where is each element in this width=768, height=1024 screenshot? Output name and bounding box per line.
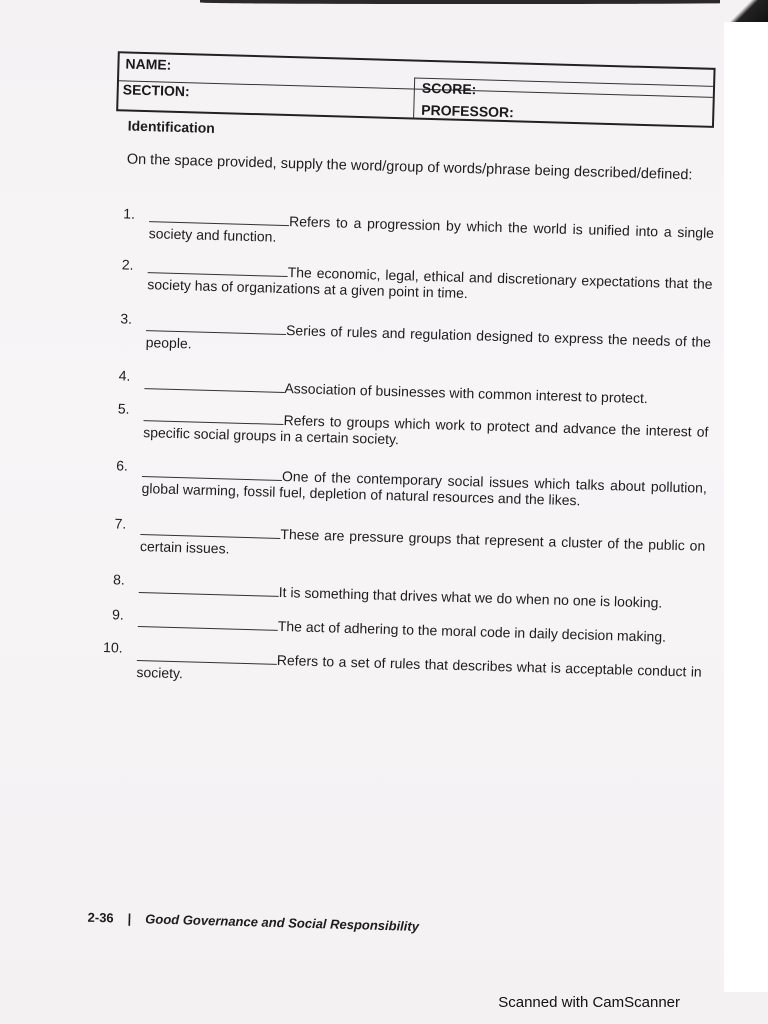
item-text — [144, 376, 709, 408]
item-definition: These are pressure groups that represent a cluster of the public on certain issues. — [139, 525, 706, 557]
item-text — [143, 408, 709, 456]
item-number: 10. — [102, 639, 123, 656]
camscanner-watermark: Scanned with CamScanner — [498, 994, 680, 1011]
page-footer — [87, 910, 419, 934]
name-label: NAME: — [125, 55, 172, 73]
table-divider — [413, 78, 415, 118]
footer-separator: | — [127, 910, 132, 926]
professor-label: PROFESSOR: — [421, 101, 515, 121]
item-text — [147, 260, 713, 308]
answer-blank[interactable] — [138, 615, 278, 631]
item-number: 6. — [116, 457, 129, 474]
item-number: 4. — [118, 367, 131, 384]
answer-blank[interactable] — [146, 319, 286, 335]
item-definition: Refers to a set of rules that describes what is acceptable conduct in society. — [136, 651, 702, 682]
item-definition: Association of businesses with common interest to protect. — [284, 380, 648, 407]
item-number: 1. — [123, 205, 136, 222]
answer-blank[interactable] — [140, 523, 280, 539]
page-right-margin — [724, 22, 768, 992]
item-number: 5. — [117, 400, 130, 417]
item-number: 7. — [114, 515, 127, 532]
item-text — [138, 614, 703, 646]
section-label: SECTION: — [122, 81, 190, 100]
instructions: On the space provided, supply the word/group of words/phrase being described/defined: — [126, 151, 693, 184]
item-number: 2. — [121, 256, 134, 273]
item-definition: The act of adhering to the moral code in daily decision making. — [277, 617, 667, 645]
item-text — [145, 318, 711, 366]
answer-blank[interactable] — [144, 377, 284, 393]
section-title: Identification — [127, 117, 216, 136]
item-text — [141, 464, 707, 512]
student-info-table — [116, 51, 715, 128]
item-text — [136, 648, 702, 696]
item-text — [149, 209, 715, 257]
answer-blank[interactable] — [137, 649, 277, 665]
item-definition: Series of rules and regulation designed to express the needs of the people. — [145, 322, 712, 352]
item-definition: The economic, legal, ethical and discretionary expectations that the society has of organizations at a given point in time. — [147, 264, 713, 302]
page-corner-shadow — [720, 0, 768, 22]
item-definition: Refers to groups which work to protect and advance the interest of specific social groups in a certain society. — [142, 411, 709, 448]
item-text — [139, 580, 704, 612]
item-definition: One of the contemporary social issues which talks about pollution, global warming, fossil fuel, depletion of natural resources and the likes. — [141, 467, 708, 509]
answer-blank[interactable] — [149, 210, 289, 226]
book-title: Good Governance and Social Responsibility — [145, 911, 420, 934]
item-number: 3. — [120, 310, 133, 327]
answer-blank[interactable] — [142, 465, 282, 481]
answer-blank[interactable] — [144, 409, 284, 425]
answer-blank[interactable] — [148, 261, 288, 277]
item-number: 8. — [112, 571, 125, 588]
item-number: 9. — [111, 606, 125, 623]
item-definition: Refers to a progression by which the world is unified into a single society and function. — [148, 213, 715, 245]
worksheet — [85, 45, 730, 962]
page-top-shadow — [200, 0, 760, 4]
item-definition: It is something that drives what we do when no one is looking. — [278, 583, 663, 611]
item-text — [140, 522, 706, 570]
answer-blank[interactable] — [139, 581, 279, 597]
page-number: 2-36 — [87, 909, 114, 926]
score-label: SCORE: — [421, 79, 477, 98]
